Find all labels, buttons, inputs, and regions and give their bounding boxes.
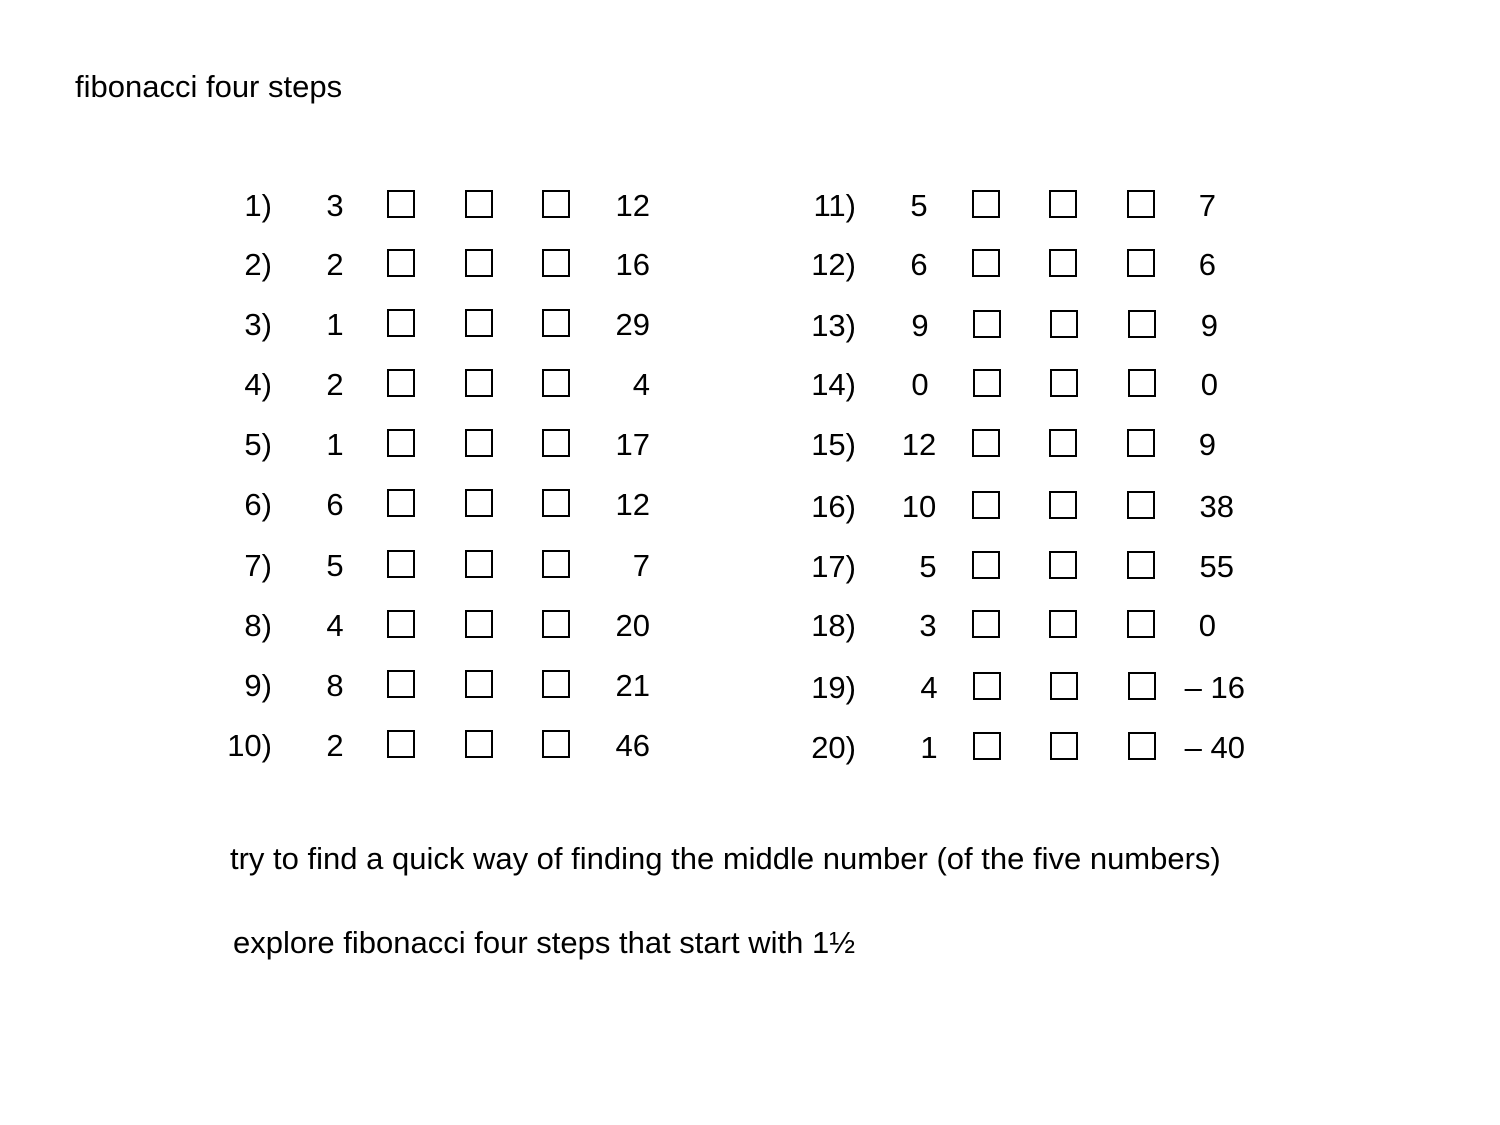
end-value: 0 bbox=[1200, 367, 1218, 402]
answer-box[interactable] bbox=[1050, 732, 1078, 760]
end-value: 4 bbox=[632, 367, 650, 402]
answer-box[interactable] bbox=[972, 190, 1000, 218]
end-value: 20 bbox=[615, 608, 650, 643]
answer-box[interactable] bbox=[1127, 610, 1155, 638]
end-value: 12 bbox=[615, 188, 650, 223]
answer-box[interactable] bbox=[972, 249, 1000, 277]
start-value: 2 bbox=[326, 728, 344, 763]
problem-number: 3) bbox=[244, 307, 272, 342]
problem-number: 16) bbox=[811, 489, 856, 524]
end-value: 55 bbox=[1199, 549, 1234, 584]
start-value: 3 bbox=[919, 608, 937, 643]
end-value: 7 bbox=[632, 548, 650, 583]
problem-number: 2) bbox=[244, 247, 272, 282]
problem-row bbox=[0, 306, 1500, 346]
answer-box[interactable] bbox=[972, 610, 1000, 638]
start-value: 10 bbox=[901, 489, 937, 524]
answer-box[interactable] bbox=[1127, 429, 1155, 457]
start-value: 1 bbox=[920, 730, 938, 765]
answer-box[interactable] bbox=[1049, 429, 1077, 457]
start-value: 6 bbox=[326, 487, 344, 522]
end-value: 38 bbox=[1199, 489, 1234, 524]
start-value: 1 bbox=[326, 427, 344, 462]
instruction-explore: explore fibonacci four steps that start with 1½ bbox=[233, 925, 856, 960]
problem-number: 10) bbox=[227, 728, 272, 763]
end-value: 7 bbox=[1198, 188, 1216, 223]
end-value: 9 bbox=[1198, 427, 1216, 462]
answer-box[interactable] bbox=[1128, 310, 1156, 338]
start-value: 8 bbox=[326, 668, 344, 703]
problem-row bbox=[0, 487, 1500, 527]
end-value: 16 bbox=[615, 247, 650, 282]
end-value: 6 bbox=[1198, 247, 1216, 282]
answer-box[interactable] bbox=[1049, 249, 1077, 277]
problem-number: 5) bbox=[244, 427, 272, 462]
worksheet-title: fibonacci four steps bbox=[75, 69, 343, 104]
answer-box[interactable] bbox=[1049, 551, 1077, 579]
answer-box[interactable] bbox=[1127, 249, 1155, 277]
start-value: 9 bbox=[911, 308, 929, 343]
problem-row bbox=[0, 186, 1500, 226]
answer-box[interactable] bbox=[1128, 369, 1156, 397]
start-value: 4 bbox=[920, 670, 938, 705]
answer-box[interactable] bbox=[1050, 310, 1078, 338]
answer-box[interactable] bbox=[972, 491, 1000, 519]
start-value: 4 bbox=[326, 608, 344, 643]
problem-row bbox=[0, 425, 1500, 465]
problem-number: 1) bbox=[244, 188, 272, 223]
answer-box[interactable] bbox=[1049, 610, 1077, 638]
problem-number: 4) bbox=[244, 367, 272, 402]
problem-number: 7) bbox=[244, 548, 272, 583]
start-value: 5 bbox=[326, 548, 344, 583]
end-value: 0 bbox=[1198, 608, 1216, 643]
problem-number: 8) bbox=[244, 608, 272, 643]
end-value: 46 bbox=[615, 728, 650, 763]
answer-box[interactable] bbox=[973, 732, 1001, 760]
end-value: – 40 bbox=[1184, 730, 1245, 765]
start-value: 5 bbox=[919, 549, 937, 584]
answer-box[interactable] bbox=[1049, 190, 1077, 218]
start-value: 2 bbox=[326, 367, 344, 402]
problem-row bbox=[0, 365, 1500, 405]
answer-box[interactable] bbox=[972, 551, 1000, 579]
problem-row bbox=[0, 728, 1500, 768]
problem-number: 18) bbox=[811, 608, 856, 643]
problem-number: 6) bbox=[244, 487, 272, 522]
answer-box[interactable] bbox=[1049, 491, 1077, 519]
answer-box[interactable] bbox=[973, 369, 1001, 397]
answer-box[interactable] bbox=[972, 429, 1000, 457]
end-value: 21 bbox=[615, 668, 650, 703]
answer-box[interactable] bbox=[973, 310, 1001, 338]
start-value: 12 bbox=[901, 427, 937, 462]
end-value: 29 bbox=[615, 307, 650, 342]
start-value: 5 bbox=[910, 188, 928, 223]
answer-box[interactable] bbox=[1050, 369, 1078, 397]
problem-number: 14) bbox=[811, 367, 856, 402]
answer-box[interactable] bbox=[1127, 491, 1155, 519]
problem-number: 15) bbox=[811, 427, 856, 462]
start-value: 0 bbox=[911, 367, 929, 402]
answer-box[interactable] bbox=[1127, 190, 1155, 218]
problem-number: 9) bbox=[244, 668, 272, 703]
problem-number: 17) bbox=[811, 549, 856, 584]
answer-box[interactable] bbox=[973, 672, 1001, 700]
problem-row bbox=[0, 606, 1500, 646]
problem-row bbox=[0, 245, 1500, 285]
end-value: 17 bbox=[615, 427, 650, 462]
problem-number: 19) bbox=[811, 670, 856, 705]
end-value: 9 bbox=[1200, 308, 1218, 343]
instruction-middle-number: try to find a quick way of finding the middle number (of the five numbers) bbox=[230, 841, 1221, 876]
start-value: 2 bbox=[326, 247, 344, 282]
answer-box[interactable] bbox=[1127, 551, 1155, 579]
answer-box[interactable] bbox=[1050, 672, 1078, 700]
problem-number: 11) bbox=[813, 188, 856, 223]
end-value: – 16 bbox=[1184, 670, 1245, 705]
start-value: 3 bbox=[326, 188, 344, 223]
problem-number: 12) bbox=[811, 247, 856, 282]
problem-number: 20) bbox=[811, 730, 856, 765]
start-value: 6 bbox=[910, 247, 928, 282]
start-value: 1 bbox=[326, 307, 344, 342]
problem-row bbox=[0, 668, 1500, 708]
answer-box[interactable] bbox=[1128, 672, 1156, 700]
problem-number: 13) bbox=[811, 308, 856, 343]
answer-box[interactable] bbox=[1128, 732, 1156, 760]
end-value: 12 bbox=[615, 487, 650, 522]
problem-row bbox=[0, 547, 1500, 587]
